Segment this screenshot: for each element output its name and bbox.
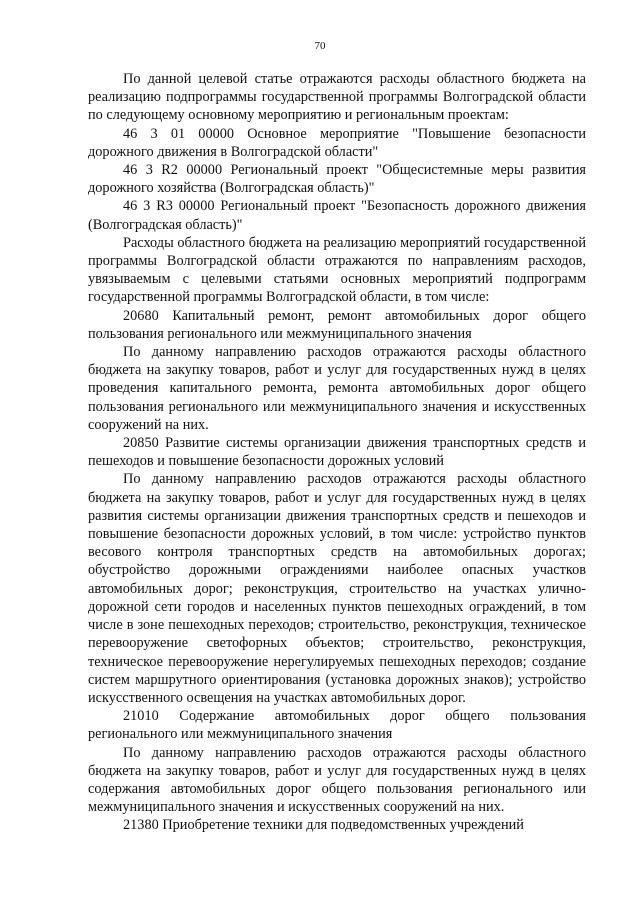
paragraph-20850-description: По данному направлению расходов отражаются расходы областного бюджета на закупку товаров, работ и услуг для государственных нужд в целях развития системы организации движения транспортных средств и пешеходов и повышение безопасности дорожных условий, в том числе: устройство пунктов весового контроля транспортных средств на автомобильных дорогах; обустройство дорожными ограждениями наиболее опасных участков автомобильных дорог; реконструкция, строительство на участках улично-дорожной сети городов и населенных пунктов пешеходных ограждений, в том числе в зоне пешеходных переходов; строительство, реконструкция, техническое перевооружение светофорных объектов; строительство, реконструкция, техническое перевооружение нерегулируемых пешеходных переходов; создание систем маршрутного ориентирования (установка дорожных знаков); устройство искусственного освещения на участках автомобильных дорог. bbox=[88, 471, 586, 706]
paragraph-21010-description: По данному направлению расходов отражаются расходы областного бюджета на закупку товаров, работ и услуг для государственных нужд в целях содержания автомобильных дорог общего пользования регионального или межмуниципального значения и искусственных сооружений на них. bbox=[88, 744, 586, 816]
paragraph-20680-description: По данному направлению расходов отражаются расходы областного бюджета на закупку товаров, работ и услуг для государственных нужд в целях проведения капитального ремонта, ремонта автомобильных дорог общего пользования регионального или межмуниципального значения и искусственных сооружений на них. bbox=[88, 344, 586, 433]
page-number: 70 bbox=[314, 40, 326, 52]
paragraph-code-20680: 20680 Капитальный ремонт, ремонт автомобильных дорог общего пользования регионального или межмуниципального значения bbox=[88, 307, 586, 342]
paragraph-code-463r300000: 46 3 R3 00000 Региональный проект "Безопасность дорожного движения (Волгоградская область)" bbox=[88, 198, 586, 233]
document-body bbox=[88, 70, 586, 835]
paragraph-code-20850: 20850 Развитие системы организации движения транспортных средств и пешеходов и повышение безопасности дорожных условий bbox=[88, 435, 586, 470]
paragraph-expenses-directions: Расходы областного бюджета на реализацию мероприятий государственной программы Волгоградской области отражаются по направлениям расходов, увязываемым с целевыми статьями основных мероприятий подпрограмм государственной программы Волгоградской области, в том числе: bbox=[88, 234, 586, 306]
paragraph-code-4630100000: 46 3 01 00000 Основное мероприятие "Повышение безопасности дорожного движения в Волгоградской области" bbox=[88, 125, 586, 160]
paragraph-code-463r200000: 46 3 R2 00000 Региональный проект "Общесистемные меры развития дорожного хозяйства (Волгоградская область)" bbox=[88, 162, 586, 197]
paragraph-code-21010: 21010 Содержание автомобильных дорог общего пользования регионального или межмуниципального значения bbox=[88, 708, 586, 743]
paragraph-intro: По данной целевой статье отражаются расходы областного бюджета на реализацию подпрограммы государственной программы Волгоградской области по следующему основному мероприятию и региональным проектам: bbox=[88, 71, 586, 124]
paragraph-code-21380: 21380 Приобретение техники для подведомственных учреждений bbox=[123, 817, 524, 834]
